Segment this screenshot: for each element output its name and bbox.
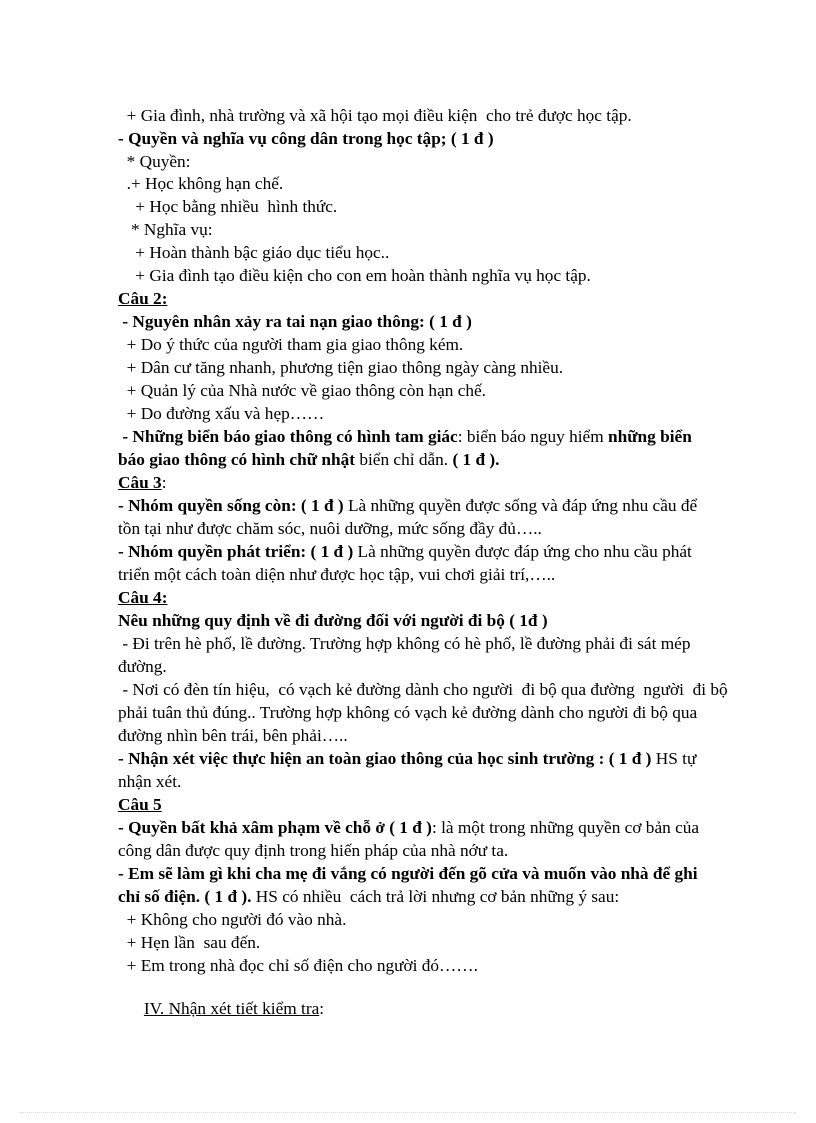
text-line [118,471,167,494]
text-line [118,104,632,127]
text-line [118,425,692,448]
text-segment: * Nghĩa vụ: [118,220,213,239]
text-segment: * Quyền: [118,152,191,171]
text-segment: + Em trong nhà đọc chỉ số điện cho người đó……. [118,956,478,975]
text-line [118,540,692,563]
text-segment: : [161,473,167,492]
text-segment: : [319,999,325,1018]
text-segment: triển một cách toàn diện như được học tập, vui chơi giải trí,….. [118,565,556,584]
text-segment: - Nhận xét việc thực hiện an toàn giao thông của học sinh trường : ( 1 đ ) [118,749,652,768]
text-line [118,632,690,655]
text-line [118,609,548,632]
text-segment: HS tự [651,749,697,768]
text-segment: biển chỉ dẫn. [355,450,453,469]
text-segment: - Nguyên nhân xảy ra tai nạn giao thông: ( 1 đ ) [118,312,472,331]
text-segment: đường nhìn bên trái, bên phải….. [118,726,348,745]
text-segment: Câu 4: [118,588,168,607]
text-segment: tồn tại như được chăm sóc, nuôi dưỡng, mức sống đầy đủ….. [118,519,542,538]
text-segment: - Đi trên hè phố, lề đường. Trường hợp không có hè phố, lề đường phải đi sát mép [118,634,691,653]
text-line [118,356,563,379]
text-line [118,793,162,816]
text-line [118,954,478,977]
text-segment: + Hẹn lần sau đến. [118,933,261,952]
text-line [118,862,698,885]
text-segment: + Không cho người đó vào nhà. [118,910,347,929]
text-line [118,563,555,586]
text-segment: : là một trong những quyền cơ bản của [431,818,700,837]
text-line [118,885,619,908]
text-segment: IV. Nhận xét tiết kiểm tra [143,999,320,1018]
page-bottom-rule [20,1112,796,1113]
text-line [118,379,486,402]
text-segment: .+ Học không hạn chế. [118,174,284,193]
text-line [118,931,260,954]
text-segment: + Do đường xấu và hẹp…… [118,404,325,423]
text-line [118,287,167,310]
text-segment: nhận xét. [118,772,182,791]
text-segment: báo giao thông có hình chữ nhật [118,450,356,469]
text-segment: Câu 3 [118,473,162,492]
text-line [118,816,699,839]
text-line [118,517,542,540]
text-line [118,908,346,931]
text-segment: Là những quyền được đáp ứng cho nhu cầu phát [353,542,692,561]
text-segment: công dân được quy định trong hiến pháp của nhà nớư ta. [118,841,509,860]
text-line [118,586,167,609]
text-segment: Là những quyền được sống và đáp ứng nhu cầu để [343,496,698,515]
text-line [118,724,348,747]
text-line [118,241,389,264]
text-segment: : biển báo nguy hiểm [457,427,608,446]
text-segment: - Quyền bất khả xâm phạm về chỗ ở ( 1 đ ) [118,818,432,837]
text-line [118,310,472,333]
text-segment: chỉ số điện. ( 1 đ ). [118,887,252,906]
text-line [118,150,190,173]
text-segment: ( 1 đ ). [452,450,500,469]
text-segment: đường. [118,657,167,676]
text-segment: + Quản lý của Nhà nước về giao thông còn hạn chế. [118,381,487,400]
text-line [118,333,463,356]
text-segment: + Do ý thức của người tham gia giao thông kém. [118,335,464,354]
text-line [118,494,697,517]
text-line [118,839,508,862]
text-segment: - Nhóm quyền sống còn: ( 1 đ ) [118,496,344,515]
text-line [118,127,494,150]
text-line [118,448,499,471]
text-segment: + Gia đình tạo điều kiện cho con em hoàn thành nghĩa vụ học tập. [118,266,591,285]
text-segment [118,999,144,1018]
text-line [118,195,337,218]
text-line [118,218,213,241]
text-line [118,678,728,701]
text-line [118,172,283,195]
text-segment: + Học bằng nhiều hình thức. [118,197,338,216]
text-line [118,770,181,793]
text-segment: Câu 2: [118,289,168,308]
text-segment: phải tuân thủ đúng.. Trường hợp không có vạch kẻ đường dành cho người đi bộ qua [118,703,698,722]
text-segment: Câu 5 [118,795,162,814]
text-segment: - Nhóm quyền phát triển: ( 1 đ ) [118,542,354,561]
text-line [118,264,591,287]
text-segment: HS có nhiều cách trả lời nhưng cơ bản những ý sau: [251,887,620,906]
text-line [118,747,696,770]
text-line [118,402,324,425]
text-segment: + Gia đình, nhà trường và xã hội tạo mọi điều kiện cho trẻ được học tập. [118,106,632,125]
text-segment: - Những biển báo giao thông có hình tam giác [118,427,458,446]
text-line [118,997,324,1020]
text-segment: Nêu những quy định về đi đường đối với người đi bộ ( 1đ ) [118,611,548,630]
text-segment: - Em sẽ làm gì khi cha mẹ đi vắng có người đến gõ cửa và muốn vào nhà để ghi [118,864,698,883]
text-segment: - Nơi có đèn tín hiệu, có vạch kẻ đường dành cho người đi bộ qua đường người đi bộ [118,680,728,699]
text-segment: - Quyền và nghĩa vụ công dân trong học tập; ( 1 đ ) [118,129,494,148]
text-segment: những biển [607,427,692,446]
text-line [118,655,167,678]
text-segment: + Dân cư tăng nhanh, phương tiện giao thông ngày càng nhiều. [118,358,564,377]
text-line [118,701,697,724]
text-segment: + Hoàn thành bậc giáo dục tiểu học.. [118,243,390,262]
text-segment [118,979,122,998]
